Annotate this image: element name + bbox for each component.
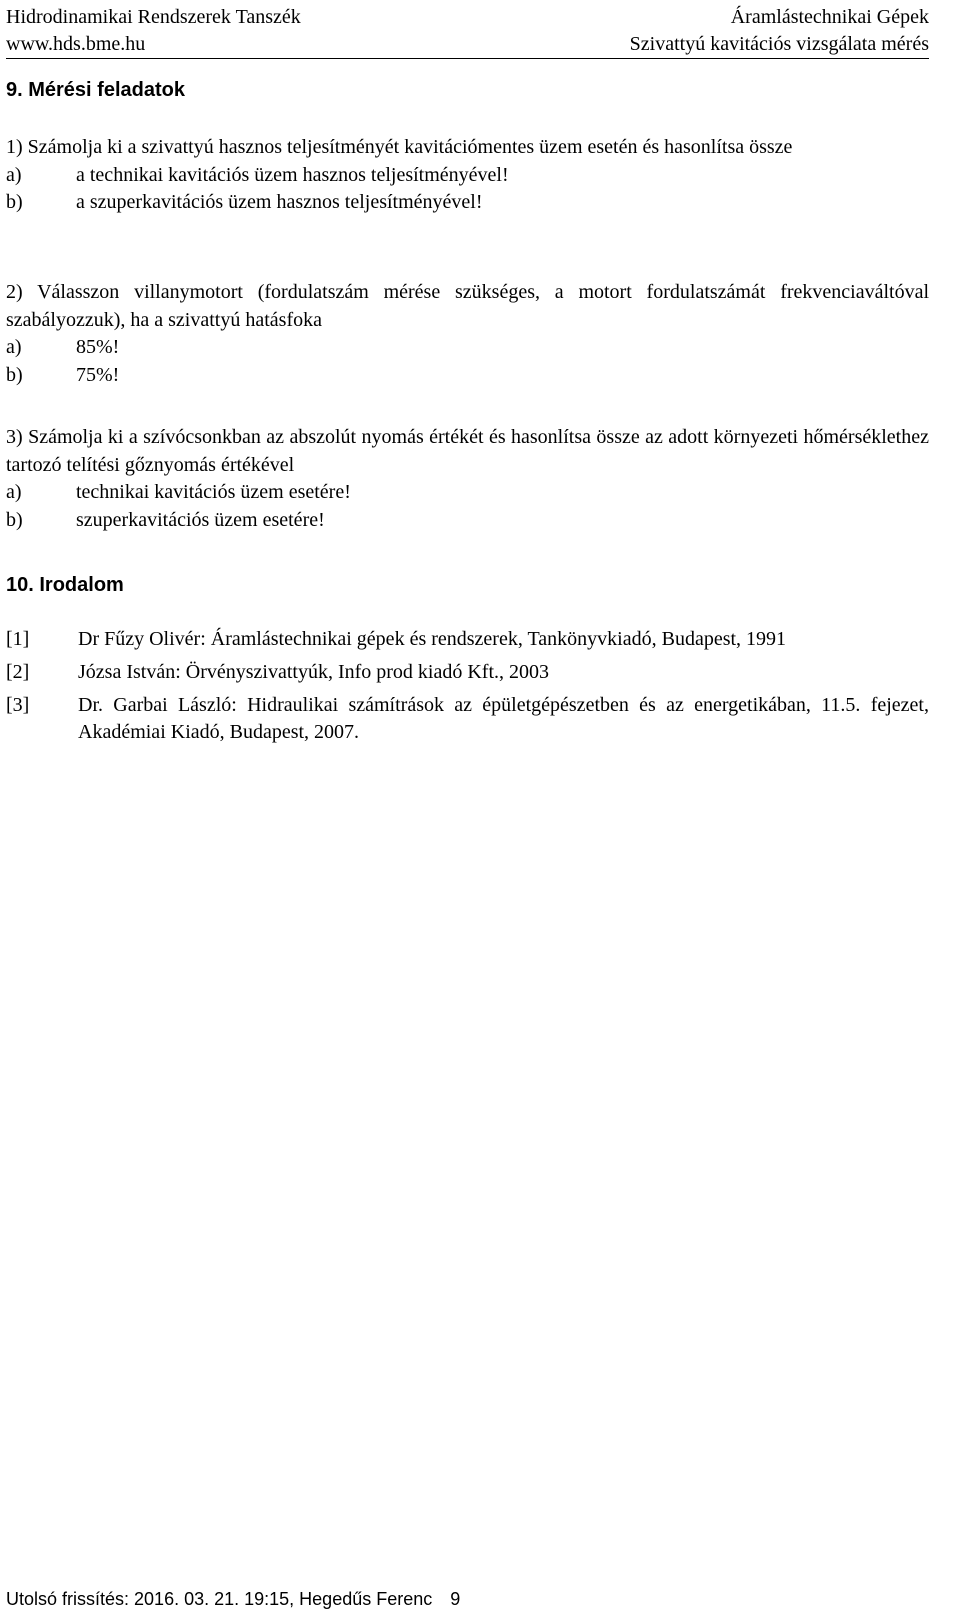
task-2 xyxy=(6,279,929,389)
task-subitem xyxy=(6,479,929,507)
section-title-references: 10. Irodalom xyxy=(6,574,124,596)
subitem-label: a) xyxy=(6,336,22,358)
reference-number: [2] xyxy=(6,661,30,683)
subitem-text: 75%! xyxy=(76,363,120,386)
reference-item xyxy=(6,659,929,686)
subitem-text: 85%! xyxy=(76,336,120,358)
task-subitem xyxy=(6,162,929,190)
task-text: 2) Válasszon villanymotort (fordulatszám mérése szükséges, a motort fordulatszámát frekvenciaváltóval szabályozzuk), ha a szivattyú hatásfoka xyxy=(6,281,929,331)
header-course: Áramlástechnikai Gépek xyxy=(730,6,929,28)
subitem-label: b) xyxy=(6,508,23,531)
task-subitem xyxy=(6,189,929,217)
header-department: Hidrodinamikai Rendszerek Tanszék xyxy=(6,6,301,28)
subitem-label: b) xyxy=(6,191,23,213)
page-number: 9 xyxy=(450,1589,461,1609)
task-1 xyxy=(6,134,929,217)
task-text: 1) Számolja ki a szivattyú hasznos teljesítményét kavitációmentes üzem esetén és hasonlítsa össze xyxy=(6,136,793,158)
last-updated-text: Utolsó frissítés: 2016. 03. 21. 19:15, Hegedűs Ferenc xyxy=(6,1589,433,1609)
reference-number: [1] xyxy=(6,628,30,650)
reference-item xyxy=(6,626,929,653)
section-title-measurement-tasks: 9. Mérési feladatok xyxy=(6,79,185,101)
subitem-label: a) xyxy=(6,481,22,503)
task-subitem xyxy=(6,507,929,535)
reference-list xyxy=(6,626,929,752)
page-footer xyxy=(6,1588,460,1610)
page-header xyxy=(6,4,929,59)
header-website: www.hds.bme.hu xyxy=(6,33,146,55)
subitem-text: a szuperkavitációs üzem hasznos teljesítményével! xyxy=(76,191,483,213)
subitem-text: a technikai kavitációs üzem hasznos teljesítményével! xyxy=(76,163,509,186)
subitem-text: technikai kavitációs üzem esetére! xyxy=(76,481,351,503)
reference-text: Dr. Garbai László: Hidraulikai számítrások az épületgépészetben és az energetikában, 11.5. fejezet, Akadémiai Kiadó, Budapest, 2007. xyxy=(78,694,929,743)
reference-number: [3] xyxy=(6,694,30,716)
task-subitem xyxy=(6,362,929,390)
task-text: 3) Számolja ki a szívócsonkban az abszolút nyomás értékét és hasonlítsa össze az adott környezeti hőmérséklethez tartozó telítési gőznyomás értékével xyxy=(6,426,929,476)
subitem-label: b) xyxy=(6,363,23,386)
reference-item xyxy=(6,692,929,746)
reference-text: Dr Fűzy Olivér: Áramlástechnikai gépek és rendszerek, Tankönyvkiadó, Budapest, 1991 xyxy=(78,628,787,650)
task-3 xyxy=(6,424,929,534)
subitem-label: a) xyxy=(6,163,22,186)
reference-text: Józsa István: Örvényszivattyúk, Info prod kiadó Kft., 2003 xyxy=(78,661,550,683)
header-document-title: Szivattyú kavitációs vizsgálata mérés xyxy=(629,33,929,55)
subitem-text: szuperkavitációs üzem esetére! xyxy=(76,508,325,531)
task-subitem xyxy=(6,334,929,362)
